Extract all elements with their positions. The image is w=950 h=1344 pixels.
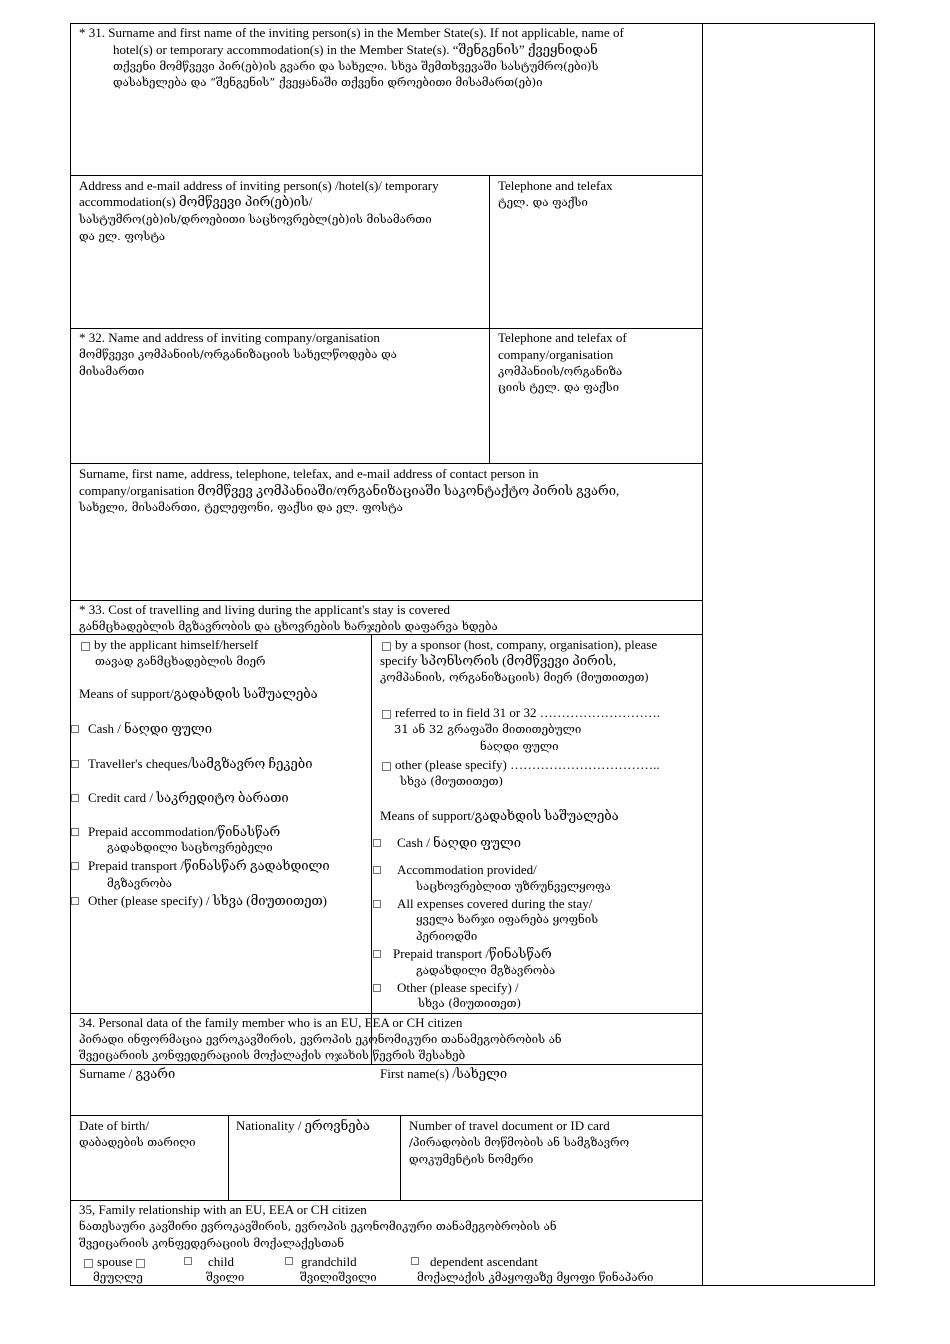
cash-label: Cash / ნაღდი ფული	[88, 721, 213, 736]
referred-checkbox[interactable]	[382, 705, 660, 722]
s31-line4: დასახელება და “შენგენის” ქვეყანაში თქვენი დროებითი მისამართ(ებ)ი	[113, 75, 543, 89]
border-top	[70, 23, 875, 24]
sponsor-other-checkbox[interactable]	[373, 984, 381, 992]
surname-label: Surname / გვარი	[79, 1066, 176, 1081]
address-line1: Address and e-mail address of inviting person(s) /hotel(s)/ temporary	[79, 178, 439, 193]
tel1-line2: ტელ. და ფაქსი	[498, 195, 588, 209]
border-right	[874, 23, 875, 1285]
tel2-line1: Telephone and telefax of	[498, 330, 627, 345]
self-label-ka: თავად განმცხადებლის მიერ	[95, 654, 266, 668]
cash-checkbox[interactable]	[71, 725, 79, 733]
cheques-label: Traveller's cheques/სამგზავრო ჩეკები	[88, 756, 313, 771]
other-sponsor-line2: სხვა (მიუთითეთ)	[400, 774, 504, 788]
docnum-line2: /პირადობის მოწმობის ან სამგზავრო	[409, 1135, 630, 1149]
acc-provided-label: Accommodation provided/	[397, 862, 537, 877]
s34-line2: პირადი ინფორმაცია ევროკავშირის, ევროპის ეკონომიკური თანამეგობრობის ან	[79, 1032, 562, 1046]
border-left	[70, 23, 71, 1285]
dependent-ascendant-checkbox[interactable]	[411, 1257, 419, 1265]
nationality-label: Nationality / ეროვნება	[236, 1118, 370, 1133]
tel2-line4: ციის ტელ. და ფაქსი	[498, 380, 620, 394]
grandchild-label: grandchild	[301, 1254, 357, 1269]
docnum-line3: დოკუმენტის ნომერი	[409, 1152, 534, 1166]
sponsor-other-label: Other (please specify) /	[397, 980, 519, 995]
spouse-label: spouse	[97, 1254, 133, 1269]
referred-line2: 31 ან 32 გრაფაში მითითებული	[394, 722, 582, 736]
contact-line1: Surname, first name, address, telephone, telefax, and e-mail address of contact person in	[79, 466, 539, 481]
row-divider	[70, 1115, 702, 1116]
child-checkbox[interactable]	[184, 1257, 192, 1265]
sponsor-transport-checkbox[interactable]	[373, 950, 381, 958]
self-label: by the applicant himself/herself	[94, 637, 259, 652]
row-divider	[70, 175, 702, 176]
accommodation-provided-checkbox[interactable]	[373, 866, 381, 874]
prepaid-accommodation-checkbox[interactable]	[71, 828, 79, 836]
s34-line1: 34. Personal data of the family member who is an EU, EEA or CH citizen	[79, 1015, 463, 1030]
sponsor-line2: specify სპონსორის (მომწვევი პირის,	[380, 653, 617, 668]
applicant-himself-checkbox[interactable]	[81, 637, 258, 654]
checkbox-icon	[382, 642, 391, 651]
sponsor-other-line2: სხვა (მიუთითეთ)	[418, 996, 522, 1010]
dob-label: Date of birth/	[79, 1118, 150, 1133]
contact-line2: company/organisation მომწვევ კომპანიაში/ორგანიზაციაში საკონტაქტო პირის გვარი,	[79, 483, 620, 498]
tel2-line2: company/organisation	[498, 347, 614, 362]
s35-line1: 35, Family relationship with an EU, EEA or CH citizen	[79, 1202, 367, 1217]
child-label: child	[208, 1254, 234, 1269]
referred-line3: ნაღდი ფული	[480, 739, 559, 753]
s32-line2: მომწვევი კომპანიის/ორგანიზაციის სახელწოდება და	[79, 347, 397, 361]
row-divider	[70, 1200, 702, 1201]
dob-label-ka: დაბადების თარიღი	[79, 1135, 196, 1149]
left-means-heading: Means of support/გადახდის საშუალება	[79, 686, 318, 701]
tel2-line3: კომპანიის/ორგანიზა	[498, 364, 623, 378]
credit-card-checkbox[interactable]	[71, 794, 79, 802]
dependent-label: dependent ascendant	[430, 1254, 538, 1269]
s31-line1: * 31. Surname and first name of the inviting person(s) in the Member State(s). If not applicable, name of	[79, 25, 624, 40]
other-checkbox[interactable]	[71, 897, 79, 905]
right-means-heading: Means of support/გადახდის საშუალება	[380, 808, 619, 823]
credit-card-label: Credit card / საკრედიტო ბარათი	[88, 790, 289, 805]
col-divider	[400, 1115, 401, 1201]
spouse-checkbox[interactable]	[84, 1254, 149, 1271]
s35-line3: შვეიცარიის კონფედერაციის მოქალაქესთან	[79, 1236, 345, 1250]
col-divider	[371, 634, 372, 1064]
checkbox-icon	[136, 1259, 145, 1268]
s33-line2: განმცხადებლის მგზავრობის და ცხოვრების ხარჯების დაფარვა ხდება	[79, 619, 498, 633]
dependent-label-ka: მოქალაქის კმაყოფაზე მყოფი წინაპარი	[417, 1270, 654, 1284]
border-bottom	[70, 1285, 875, 1286]
col-divider	[489, 175, 490, 463]
all-expenses-line3: პერიოდში	[416, 929, 478, 943]
firstname-label: First name(s) /სახელი	[380, 1066, 508, 1081]
checkbox-icon	[382, 710, 391, 719]
sponsor-transport-label: Prepaid transport /წინასწარ	[393, 946, 552, 961]
sponsor-line3: კომპანიის, ორგანიზაციის) მიერ (მიუთითეთ)	[380, 670, 649, 684]
all-expenses-label: All expenses covered during the stay/	[397, 896, 593, 911]
other-label: Other (please specify) / სხვა (მიუთითეთ)	[88, 893, 328, 908]
all-expenses-line2: ყველა ხარჯი იფარება ყოფნის	[416, 912, 599, 926]
prepaid-accom-label: Prepaid accommodation/წინასწარ	[88, 824, 281, 839]
tel1-line1: Telephone and telefax	[498, 178, 613, 193]
sponsor-cash-checkbox[interactable]	[373, 839, 381, 847]
row-divider	[70, 1064, 702, 1065]
row-divider	[70, 463, 702, 464]
address-line2: accommodation(s) მომწვევი პირ(ებ)ის/	[79, 194, 313, 209]
checkbox-icon	[81, 642, 90, 651]
checkbox-icon	[382, 762, 391, 771]
s35-line2: ნათესაური კავშირი ევროკავშირის, ევროპის ეკონომიკური თანამეგობრობის ან	[79, 1219, 557, 1233]
address-line3: სასტუმრო(ებ)ის/დროებითი საცხოვრებლ(ებ)ის მისამართი	[79, 212, 432, 226]
docnum-label: Number of travel document or ID card	[409, 1118, 610, 1133]
acc-provided-label-ka: საცხოვრებლით უზრუნველყოფა	[416, 879, 611, 893]
all-expenses-checkbox[interactable]	[373, 900, 381, 908]
grandchild-label-ka: შვილიშვილი	[300, 1270, 377, 1284]
sponsor-label: by a sponsor (host, company, organisation), please	[395, 637, 658, 652]
referred-label: referred to in field 31 or 32 ……………………….	[395, 705, 661, 720]
checkbox-icon	[84, 1259, 93, 1268]
s33-line1: * 33. Cost of travelling and living during the applicant's stay is covered	[79, 602, 450, 617]
s32-line1: * 32. Name and address of inviting company/organisation	[79, 330, 380, 345]
row-divider	[70, 1013, 702, 1014]
spouse-label-ka: მეუღლე	[93, 1270, 143, 1284]
grandchild-checkbox[interactable]	[285, 1257, 293, 1265]
s31-line2: hotel(s) or temporary accommodation(s) in the Member State(s). “შენგენის” ქვეყნიდან	[113, 42, 598, 57]
s32-line3: მისამართი	[79, 364, 145, 378]
sponsor-cash-label: Cash / ნაღდი ფული	[397, 835, 522, 850]
sponsor-transport-line2: გადახდილი მგზავრობა	[416, 963, 556, 977]
sponsor-checkbox[interactable]	[382, 637, 657, 654]
address-line4: და ელ. ფოსტა	[79, 229, 166, 243]
other-sponsor-checkbox[interactable]	[382, 757, 660, 774]
travellers-cheques-checkbox[interactable]	[71, 760, 79, 768]
divider-right-column	[702, 23, 703, 1285]
other-sponsor-label: other (please specify) ……………………………..	[395, 757, 660, 772]
row-divider	[70, 328, 702, 329]
s31-line3: თქვენი მომწვევი პირ(ებ)ის გვარი და სახელი. სხვა შემთხვევაში სასტუმრო(ები)ს	[113, 59, 599, 73]
contact-line3: სახელი, მისამართი, ტელეფონი, ფაქსი და ელ. ფოსტა	[79, 500, 403, 514]
col-divider	[228, 1115, 229, 1201]
row-divider	[70, 600, 702, 601]
row-divider	[70, 634, 702, 635]
prepaid-transport-label: Prepaid transport /წინასწარ გადახდილი	[88, 858, 330, 873]
prepaid-accom-label-ka: გადახდილი საცხოვრებელი	[107, 840, 273, 854]
prepaid-transport-checkbox[interactable]	[71, 862, 79, 870]
prepaid-transport-label-ka: მგზავრობა	[107, 876, 172, 890]
child-label-ka: შვილი	[206, 1270, 245, 1284]
s34-line3: შვეიცარიის კონფედერაციის მოქალაქის ოჯახის წევრის შესახებ	[79, 1048, 466, 1062]
